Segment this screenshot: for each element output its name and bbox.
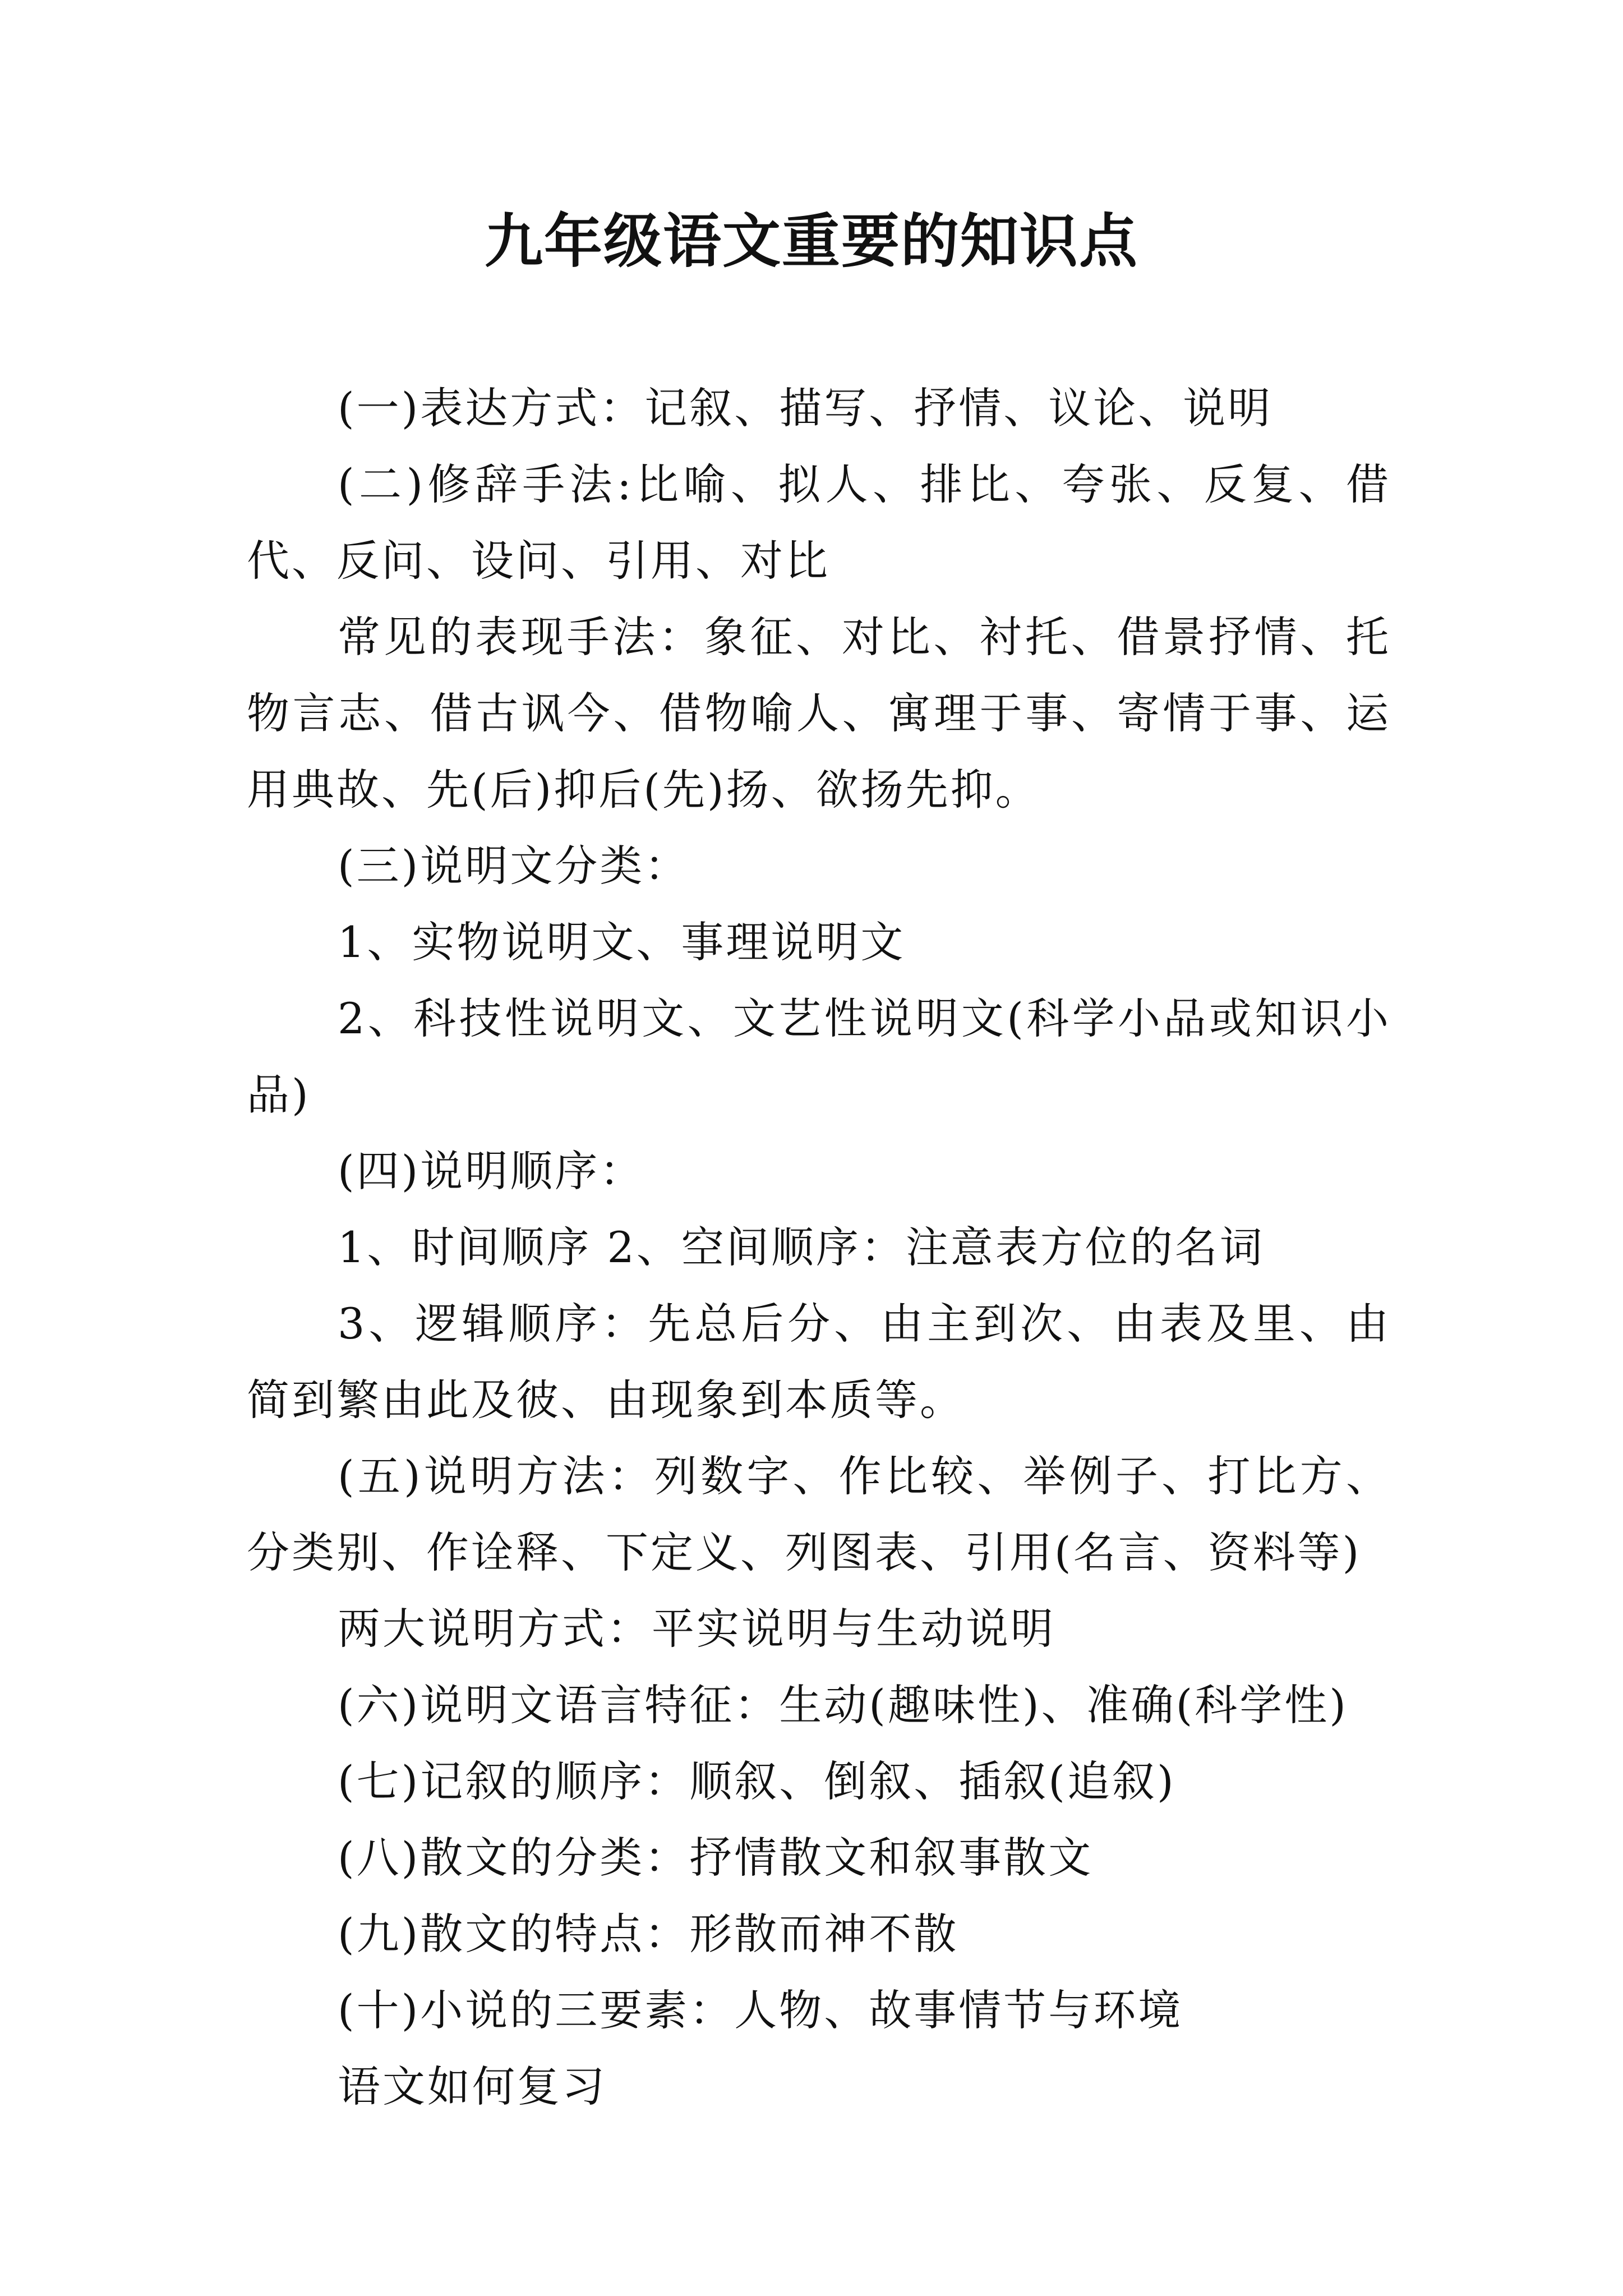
paragraph-order-1-2: 1、时间顺序 2、空间顺序：注意表方位的名词	[338, 1222, 1265, 1272]
paragraph-prose-features: (九)散文的特点：形散而神不散	[338, 1909, 959, 1959]
paragraph-prose-types: (八)散文的分类：抒情散文和叙事散文	[338, 1833, 1094, 1883]
paragraph-techniques: 常见的表现手法：象征、对比、衬托、借景抒情、托物言志、借古讽今、借物喻人、寓理于事、寄情于事、运用典故、先(后)抑后(先)扬、欲扬先抑。	[247, 612, 1391, 815]
paragraph-methods: (五)说明方法：列数字、作比较、举例子、打比方、分类别、作诠释、下定义、列图表、引用(名言、资料等)	[247, 1451, 1391, 1577]
paragraph-expression-modes: (一)表达方式：记叙、描写、抒情、议论、说明	[338, 383, 1273, 433]
paragraph-order-heading: (四)说明顺序：	[338, 1146, 645, 1196]
document-title: 九年级语文重要的知识点	[484, 206, 1138, 275]
paragraph-expository-types-heading: (三)说明文分类：	[338, 841, 690, 891]
paragraph-review-heading: 语文如何复习	[338, 2062, 607, 2111]
paragraph-narrative-order: (七)记叙的顺序：顺叙、倒叙、插叙(追叙)	[338, 1756, 1176, 1806]
document-body	[247, 370, 1391, 2125]
paragraph-rhetoric: (二)修辞手法:比喻、拟人、排比、夸张、反复、借代、反问、设问、引用、对比	[247, 459, 1391, 586]
paragraph-order-3: 3、逻辑顺序：先总后分、由主到次、由表及里、由简到繁由此及彼、由现象到本质等。	[247, 1299, 1391, 1425]
paragraph-two-styles: 两大说明方式：平实说明与生动说明	[338, 1604, 1055, 1654]
paragraph-expository-types-1: 1、实物说明文、事理说明文	[338, 917, 906, 967]
paragraph-expository-types-2: 2、科技性说明文、文艺性说明文(科学小品或知识小品)	[247, 993, 1391, 1120]
paragraph-language-features: (六)说明文语言特征：生动(趣味性)、准确(科学性)	[338, 1680, 1348, 1730]
paragraph-novel-elements: (十)小说的三要素：人物、故事情节与环境	[338, 1985, 1183, 2035]
